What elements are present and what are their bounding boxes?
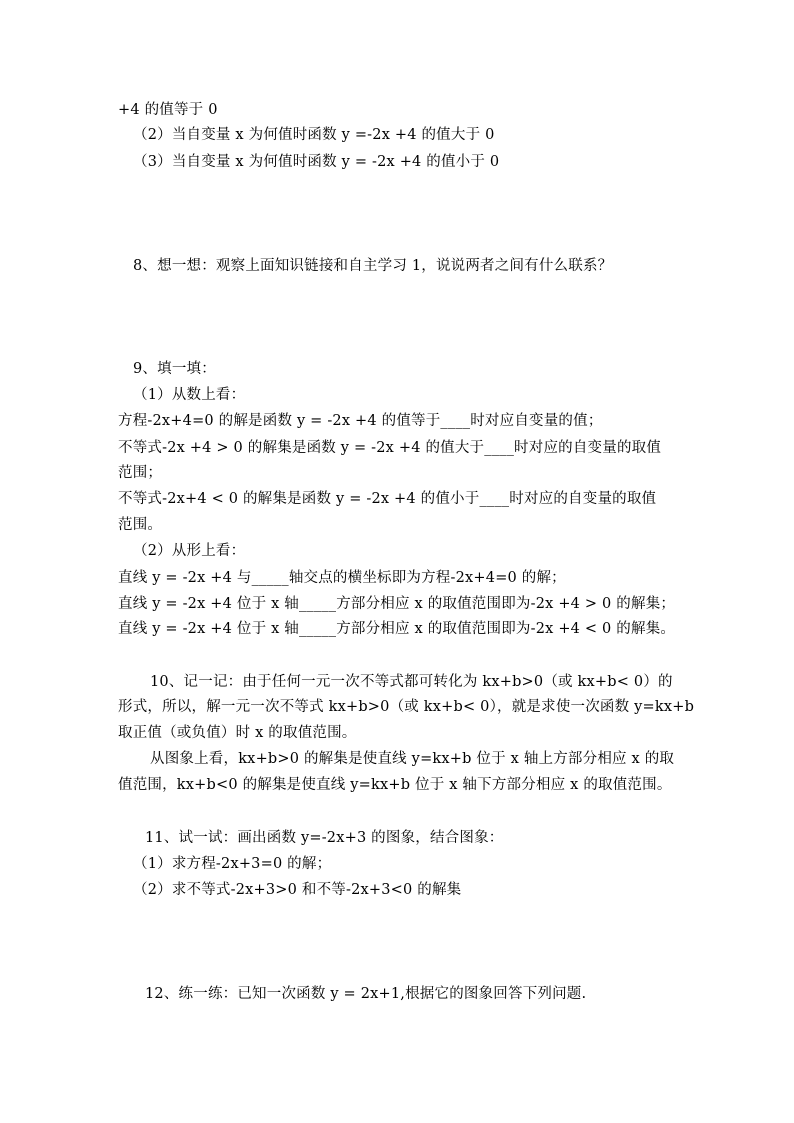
text-line: （2）当自变量 x 为何值时函数 y =-2x +4 的值大于 0 [133, 127, 495, 143]
text-line: （2）求不等式-2x+3>0 和不等-2x+3<0 的解集 [133, 882, 462, 898]
text-line: 方程-2x+4=0 的解是函数 y = -2x +4 的值等于____时对应自变量的值； [118, 413, 603, 429]
text-line: 形式，所以，解一元一次不等式 kx+b>0（或 kx+b< 0），就是求使一次函数 y=kx+b [118, 699, 695, 715]
text-line: 11、试一试：画出函数 y=-2x+3 的图象，结合图象： [145, 830, 504, 846]
text-line: 12、练一练：已知一次函数 y = 2x+1,根据它的图象回答下列问题. [145, 986, 587, 1002]
text-line: 范围； [118, 465, 163, 481]
text-line: +4 的值等于 0 [118, 102, 218, 118]
text-line: 8、想一想：观察上面知识链接和自主学习 1，说说两者之间有什么联系？ [133, 258, 613, 274]
text-line: 取正值（或负值）时 x 的取值范围。 [118, 725, 357, 741]
text-line: 从图象上看，kx+b>0 的解集是使直线 y=kx+b 位于 x 轴上方部分相应 x 的取 [150, 751, 675, 767]
text-line: 9、填一填： [133, 361, 216, 377]
text-line: （3）当自变量 x 为何值时函数 y = -2x +4 的值小于 0 [133, 154, 500, 170]
text-line: 值范围，kx+b<0 的解集是使直线 y=kx+b 位于 x 轴下方部分相应 x 的取值范围。 [118, 777, 672, 793]
text-line: 不等式-2x +4 > 0 的解集是函数 y = -2x +4 的值大于____时对应的自变量的取值 [118, 440, 662, 456]
text-line: （1）求方程-2x+3=0 的解； [133, 856, 332, 872]
text-line: 不等式-2x+4 < 0 的解集是函数 y = -2x +4 的值小于____时对应的自变量的取值 [118, 491, 657, 507]
text-line: 直线 y = -2x +4 位于 x 轴_____方部分相应 x 的取值范围即为-2x +4 > 0 的解集； [118, 596, 676, 612]
text-line: 范围。 [118, 517, 163, 533]
text-line: （1）从数上看： [133, 387, 246, 403]
text-line: （2）从形上看： [133, 543, 246, 559]
text-line: 10、记一记：由于任何一元一次不等式都可转化为 kx+b>0（或 kx+b< 0）的 [150, 674, 673, 690]
text-line: 直线 y = -2x +4 与_____轴交点的横坐标即为方程-2x+4=0 的解； [118, 570, 566, 586]
text-line: 直线 y = -2x +4 位于 x 轴_____方部分相应 x 的取值范围即为-2x +4 < 0 的解集。 [118, 621, 676, 637]
